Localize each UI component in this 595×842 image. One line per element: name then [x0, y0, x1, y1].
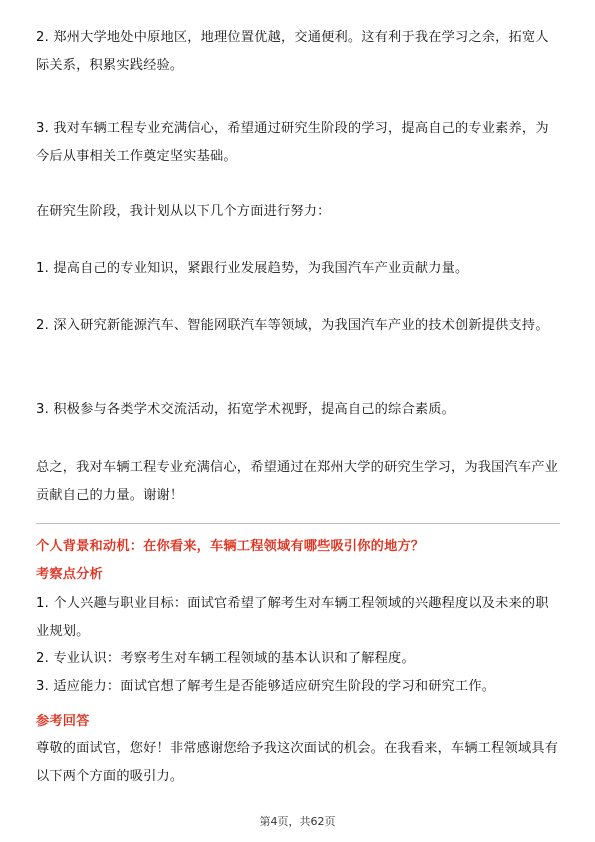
question-title: 个人背景和动机：在你看来，车辆工程领域有哪些吸引你的地方？ [36, 539, 425, 554]
analysis-heading: 考察点分析 [36, 567, 103, 582]
paragraph-plan-2: 2. 深入研究新能源汽车、智能网联汽车等领域，为我国汽车产业的技术创新提供支持。 [36, 318, 549, 333]
page-number: 第4页，共62页 [259, 815, 336, 828]
paragraph-location: 2. 郑州大学地处中原地区，地理位置优越，交通便利。这有利于我在学习之余，拓宽人际关系，积累实践经验。 [36, 30, 549, 73]
answer-text: 尊敬的面试官，您好！非常感谢您给予我这次面试的机会。在我看来，车辆工程领域具有以下两个方面的吸引力。 [36, 741, 559, 784]
paragraph-conclusion: 总之，我对车辆工程专业充满信心，希望通过在郑州大学的研究生学习，为我国汽车产业贡献自己的力量。谢谢！ [36, 460, 559, 503]
section-divider [36, 523, 560, 524]
paragraph-plan-1: 1. 提高自己的专业知识，紧跟行业发展趋势，为我国汽车产业贡献力量。 [36, 261, 469, 276]
paragraph-plan-intro: 在研究生阶段，我计划从以下几个方面进行努力： [36, 204, 331, 219]
analysis-item-1: 1. 个人兴趣与职业目标：面试官希望了解考生对车辆工程领域的兴趣程度以及未来的职业规划。 [36, 596, 549, 639]
paragraph-confidence: 3. 我对车辆工程专业充满信心，希望通过研究生阶段的学习，提高自己的专业素养，为今后从事相关工作奠定坚实基础。 [36, 121, 549, 164]
paragraph-plan-3: 3. 积极参与各类学术交流活动，拓宽学术视野，提高自己的综合素质。 [36, 402, 455, 417]
answer-heading: 参考回答 [36, 714, 90, 729]
analysis-item-2: 2. 专业认识：考察考生对车辆工程领域的基本认识和了解程度。 [36, 651, 415, 666]
analysis-item-3: 3. 适应能力：面试官想了解考生是否能够适应研究生阶段的学习和研究工作。 [36, 679, 496, 694]
